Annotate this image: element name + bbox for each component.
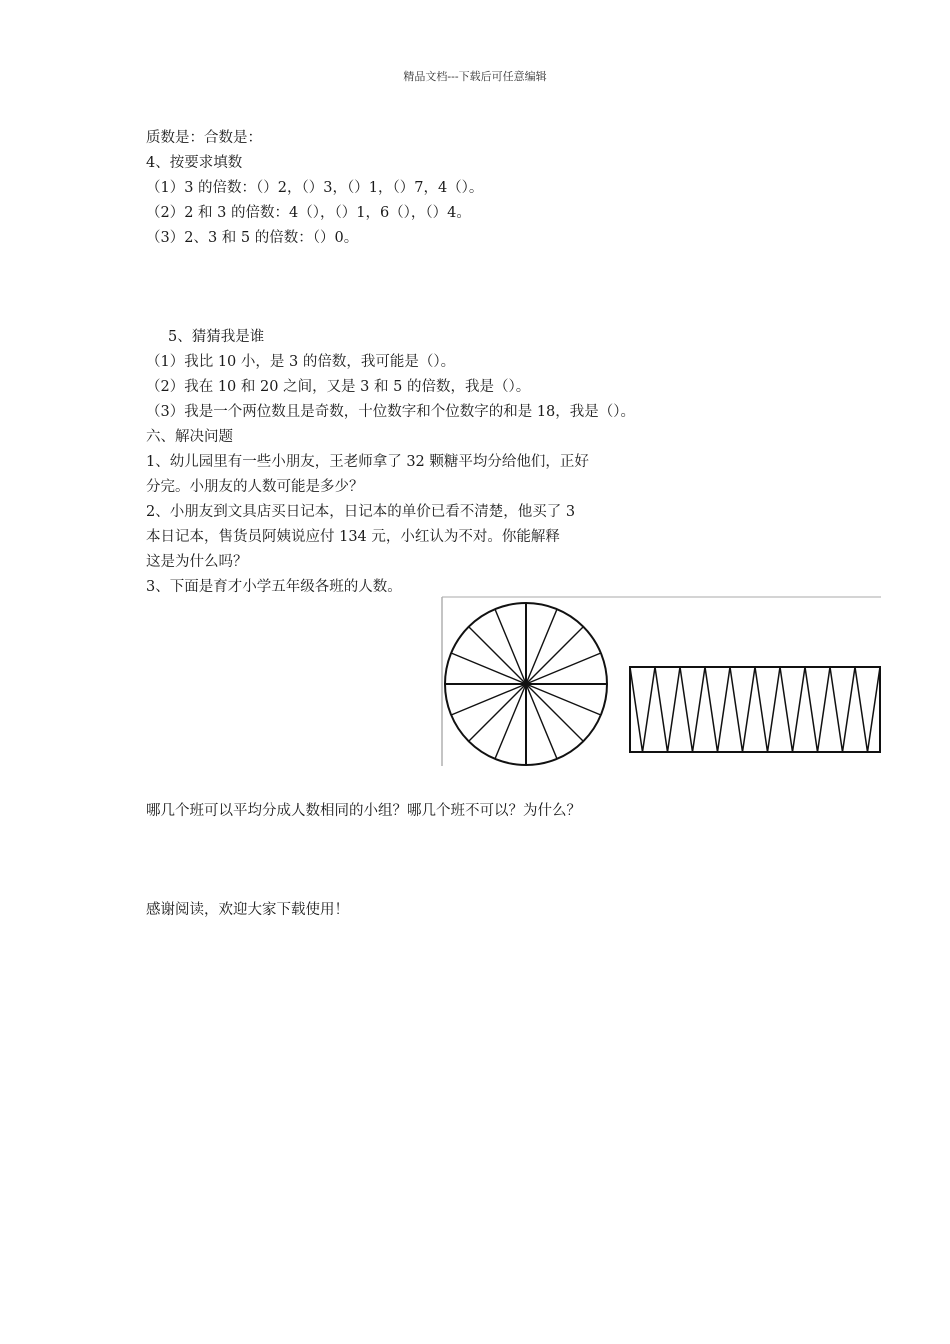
question-4-title: 4、按要求填数 (146, 155, 243, 171)
question-5-item-3: （3）我是一个两位数且是奇数，十位数字和个位数字的和是 18，我是（）。 (146, 404, 636, 420)
question-4-item-2: （2）2 和 3 的倍数：4（），（）1，6（），（）4。 (146, 205, 471, 221)
thanks-line: 感谢阅读，欢迎大家下载使用！ (146, 902, 349, 918)
problem-3-line: 3、下面是育才小学五年级各班的人数。 (146, 579, 402, 595)
section-6-title: 六、解决问题 (146, 429, 233, 445)
prime-composite-line: 质数是：合数是： (146, 130, 262, 146)
question-4-item-3: （3）2、3 和 5 的倍数：（）0。 (146, 230, 359, 246)
question-5-item-2: （2）我在 10 和 20 之间，又是 3 和 5 的倍数，我是（）。 (146, 379, 531, 395)
zigzag-line (630, 667, 880, 752)
sector-line (469, 684, 526, 741)
rectangle-outline (630, 667, 880, 752)
sector-line (469, 627, 526, 684)
question-5-title: 5、猜猜我是谁 (168, 329, 265, 345)
problem-1-line-2: 分完。小朋友的人数可能是多少？ (146, 479, 364, 495)
problem-2-line-1: 2、小朋友到文具店买日记本，日记本的单价已看不清楚，他买了 3 (146, 504, 576, 520)
problem-2-line-2: 本日记本，售货员阿姨说应付 134 元，小红认为不对。你能解释 (146, 529, 560, 545)
sector-line (526, 684, 583, 741)
problem-1-line-1: 1、幼儿园里有一些小朋友，王老师拿了 32 颗糖平均分给他们，正好 (146, 454, 589, 470)
question-4-item-1: （1）3 的倍数：（）2，（）3，（）1，（）7，4（）。 (146, 180, 484, 196)
question-groups-line: 哪几个班可以平均分成人数相同的小组？哪几个班不可以？为什么？ (146, 803, 581, 819)
class-figure (441, 596, 883, 768)
page-header: 精品文档---下载后可任意编辑 (403, 70, 547, 83)
sector-circle (445, 603, 607, 765)
figure-svg (441, 596, 883, 768)
problem-2-line-3: 这是为什么吗？ (146, 554, 248, 570)
sector-line (526, 627, 583, 684)
question-5-item-1: （1）我比 10 小，是 3 的倍数，我可能是（）。 (146, 354, 456, 370)
zigzag-rectangle (630, 667, 880, 752)
